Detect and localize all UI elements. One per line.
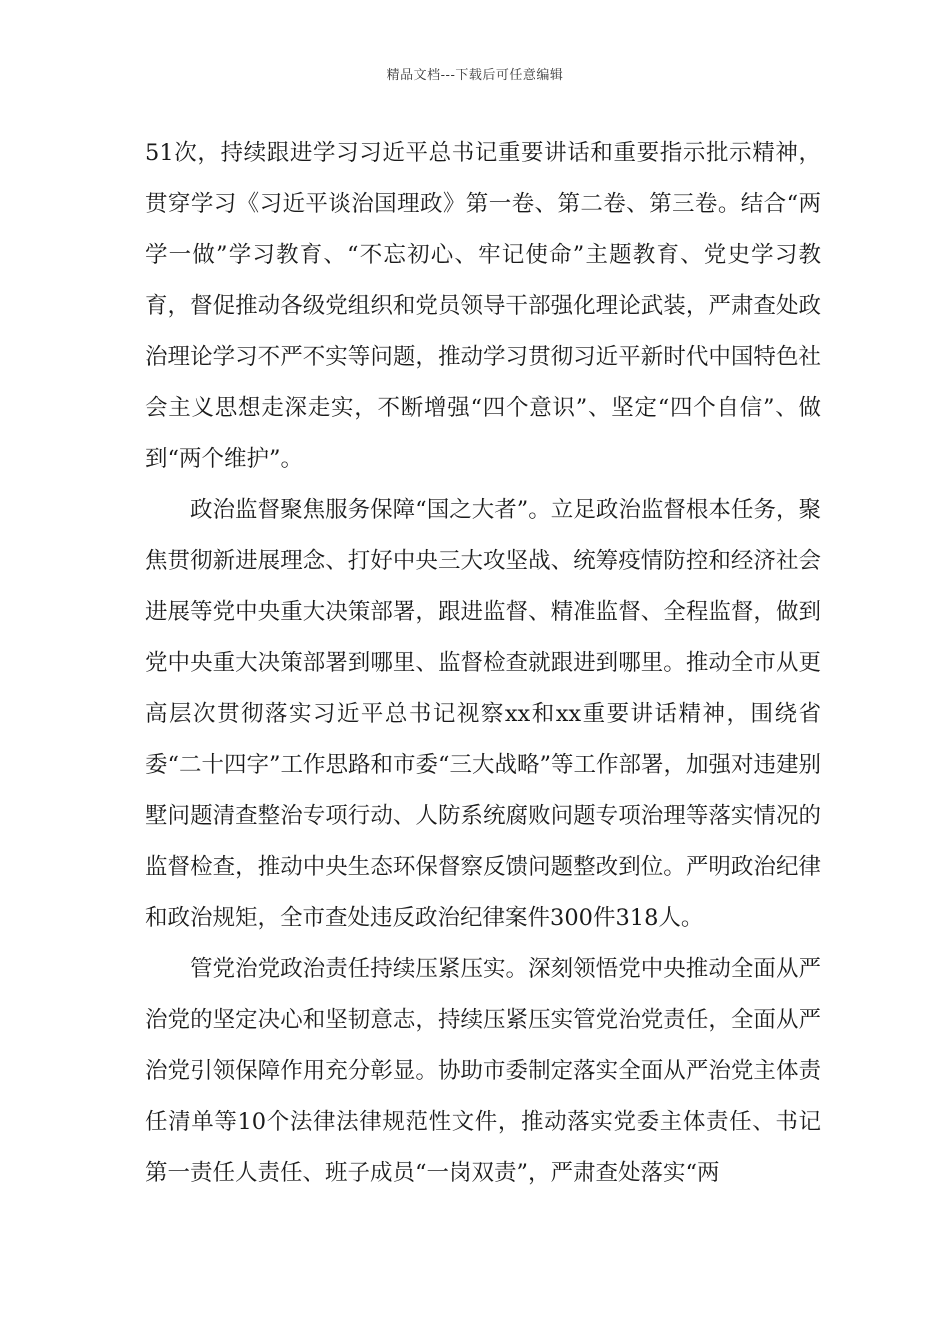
- paragraph-party-governance: 管党治党政治责任持续压紧压实。深刻领悟党中央推动全面从严治党的坚定决心和坚韧意志，持续压紧压实管党治党责任，全面从严治党引领保障作用充分彰显。协助市委制定落实全面从严治党主体责任清单等10个法律法律规范性文件，推动落实党委主体责任、书记第一责任人责任、班子成员“一岗双责”，严肃查处落实“两: [145, 956, 821, 1186]
- document-body: [145, 128, 821, 1199]
- paragraph-continued: 51次，持续跟进学习习近平总书记重要讲话和重要指示批示精神，贯穿学习《习近平谈治国理政》第一卷、第二卷、第三卷。结合“两学一做”学习教育、“不忘初心、牢记使命”主题教育、党史学习教育，督促推动各级党组织和党员领导干部强化理论武装，严肃查处政治理论学习不严不实等问题，推动学习贯彻习近平新时代中国特色社会主义思想走深走实，不断增强“四个意识”、坚定“四个自信”、做到“两个维护”。: [145, 140, 821, 472]
- paragraph-political-supervision: 政治监督聚焦服务保障“国之大者”。立足政治监督根本任务，聚焦贯彻新进展理念、打好中央三大攻坚战、统筹疫情防控和经济社会进展等党中央重大决策部署，跟进监督、精准监督、全程监督，做到党中央重大决策部署到哪里、监督检查就跟进到哪里。推动全市从更高层次贯彻落实习近平总书记视察xx和xx重要讲话精神，围绕省委“二十四字”工作思路和市委“三大战略”等工作部署，加强对违建别墅问题清查整治专项行动、人防系统腐败问题专项治理等落实情况的监督检查，推动中央生态环保督察反馈问题整改到位。严明政治纪律和政治规矩，全市查处违反政治纪律案件300件318人。: [145, 497, 822, 931]
- page-header: 精品文档---下载后可任意编辑: [386, 68, 564, 83]
